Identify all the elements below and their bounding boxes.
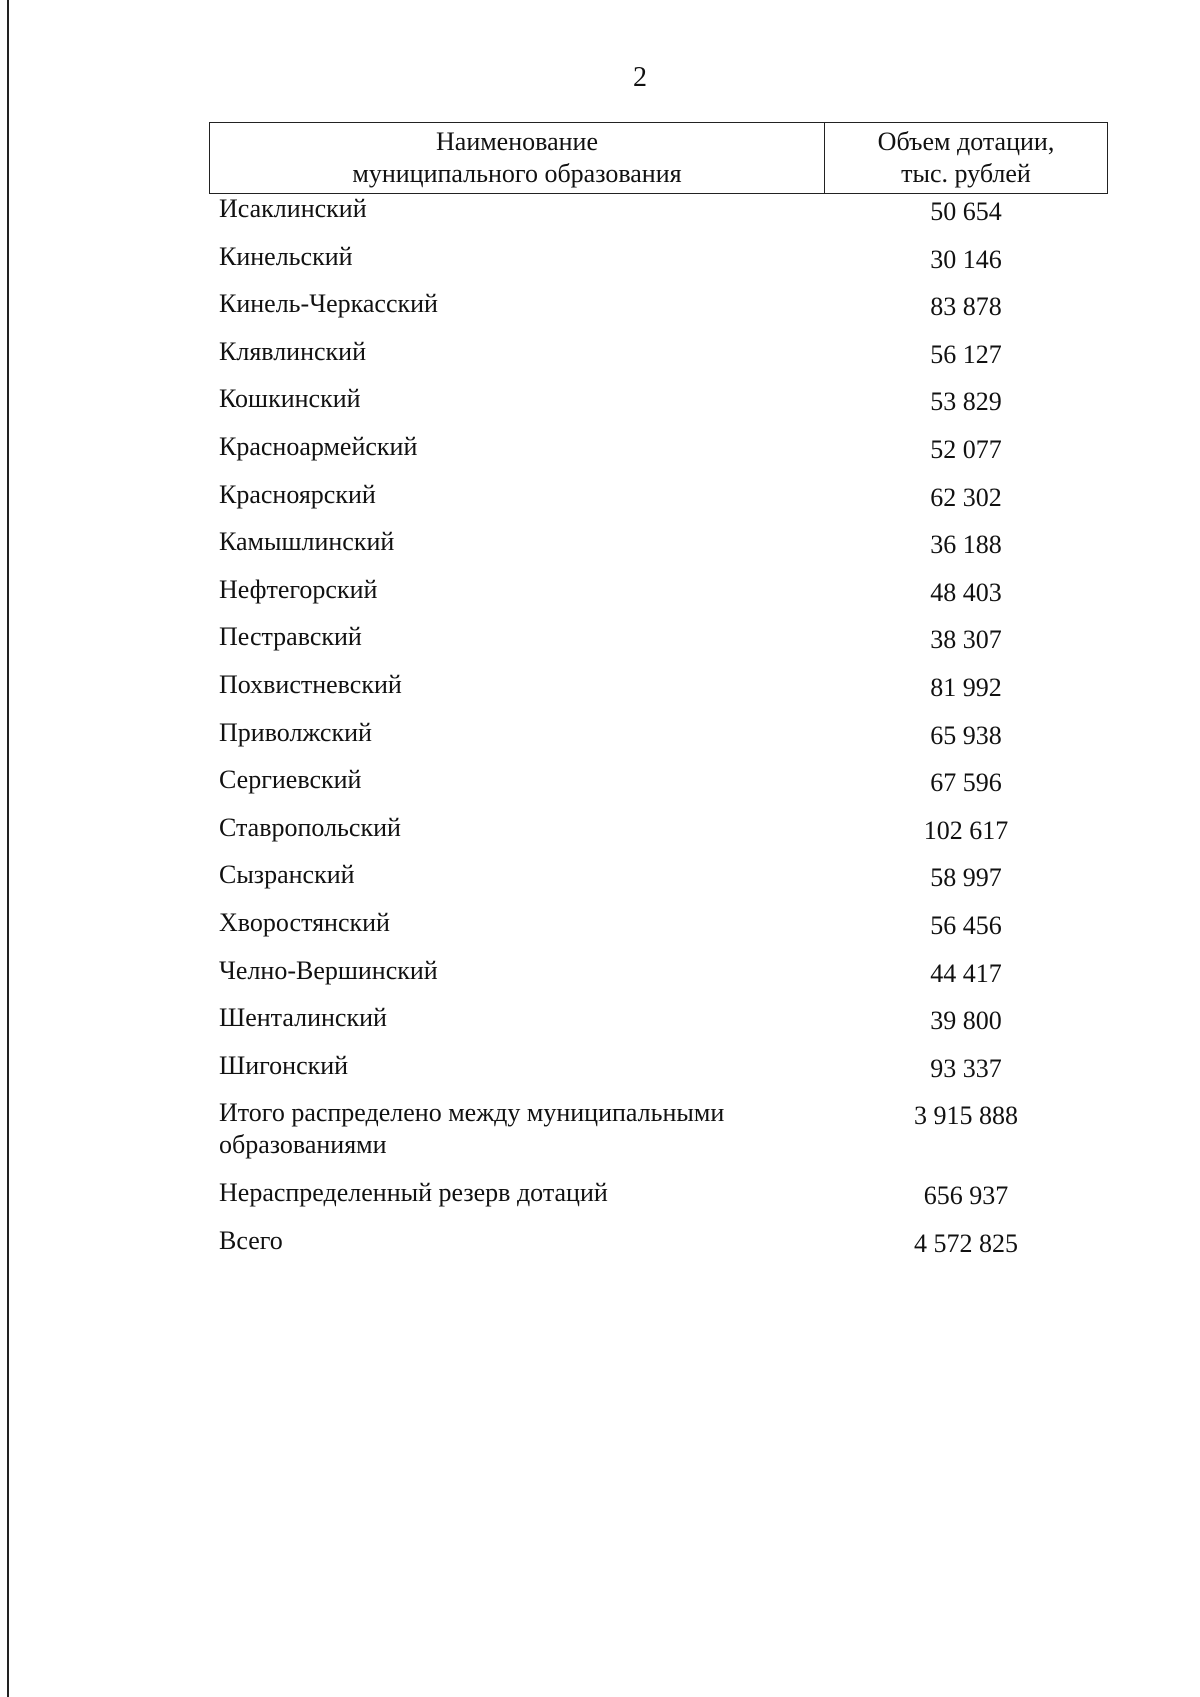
municipality-name: Кинельский [219,241,353,271]
reserve-row [209,1177,1108,1225]
municipality-name: Шенталинский [219,1003,387,1033]
municipality-name: Хворостянский [219,907,390,937]
header-name-line2: муниципального образования [352,159,682,188]
reserve-value: 656 937 [923,1181,1009,1211]
subsidy-value: 93 337 [930,1053,1002,1083]
header-name-column [210,123,825,193]
subsidy-value: 102 617 [923,815,1009,845]
subsidy-value: 50 654 [930,197,1002,226]
municipality-name: Сергиевский [219,765,362,795]
page-edge-line [7,0,9,1697]
municipality-name: Шигонский [219,1050,349,1080]
subsidy-value: 38 307 [930,625,1002,655]
municipality-name: Красноармейский [219,431,418,461]
municipality-name: Сызранский [219,860,355,890]
subsidy-value: 56 127 [930,339,1002,369]
total-distributed-label: Итого распределено между муниципальными образованиями [219,1098,725,1160]
total-distributed-row [209,1097,1108,1177]
table-row [209,574,1108,622]
table-row [209,764,1108,812]
table-row [209,955,1108,1003]
grand-total-label: Всего [219,1225,283,1255]
municipality-name: Камышлинский [219,527,395,557]
table-row [209,1002,1108,1050]
table-row [209,526,1108,574]
subsidy-value: 53 829 [930,387,1002,417]
table-header [209,122,1108,194]
table-row [209,812,1108,860]
subsidy-value: 36 188 [930,530,1002,560]
subsidy-value: 30 146 [930,244,1002,274]
header-value-column [825,123,1107,193]
grand-total-row [209,1225,1108,1273]
municipality-name: Челно-Вершинский [219,955,438,985]
header-value-line2: тыс. рублей [901,159,1031,188]
subsidy-value: 56 456 [930,910,1002,940]
total-distributed-value: 3 915 888 [914,1101,1018,1131]
municipality-name: Приволжский [219,717,372,747]
table-row [209,336,1108,384]
subsidy-value: 52 077 [930,434,1002,464]
subsidy-value: 62 302 [930,482,1002,512]
table-row [209,669,1108,717]
header-value-line1: Объем дотации, [877,127,1055,156]
table-row [209,431,1108,479]
municipality-name: Красноярский [219,479,376,509]
municipality-name: Ставропольский [219,812,401,842]
municipality-name: Похвистневский [219,669,402,699]
table-row [209,621,1108,669]
subsidy-value: 48 403 [930,577,1002,607]
subsidy-value: 39 800 [930,1006,1002,1036]
table-row [209,907,1108,955]
table-row [209,193,1108,241]
subsidy-value: 58 997 [930,863,1002,893]
page-number: 2 [633,62,647,93]
table-row [209,1050,1108,1098]
subsidy-value: 65 938 [930,720,1002,750]
reserve-label: Нераспределенный резерв дотаций [219,1178,608,1208]
table-row [209,717,1108,765]
header-name-line1: Наименование [436,127,598,156]
municipality-name: Клявлинский [219,336,367,366]
municipality-name: Нефтегорский [219,574,378,604]
municipality-name: Исаклинский [219,194,367,223]
municipality-name: Пестравский [219,622,362,652]
subsidy-value: 83 878 [930,292,1002,322]
municipality-name: Кинель-Черкасский [219,289,438,319]
table-body [209,193,1108,1272]
subsidy-value: 81 992 [930,672,1002,702]
table-row [209,383,1108,431]
municipality-name: Кошкинский [219,384,361,414]
subsidy-value: 67 596 [930,768,1002,798]
table-row [209,241,1108,289]
table-row [209,288,1108,336]
table-row [209,479,1108,527]
grand-total-value: 4 572 825 [914,1228,1018,1258]
subsidy-value: 44 417 [930,958,1002,988]
table-row [209,859,1108,907]
